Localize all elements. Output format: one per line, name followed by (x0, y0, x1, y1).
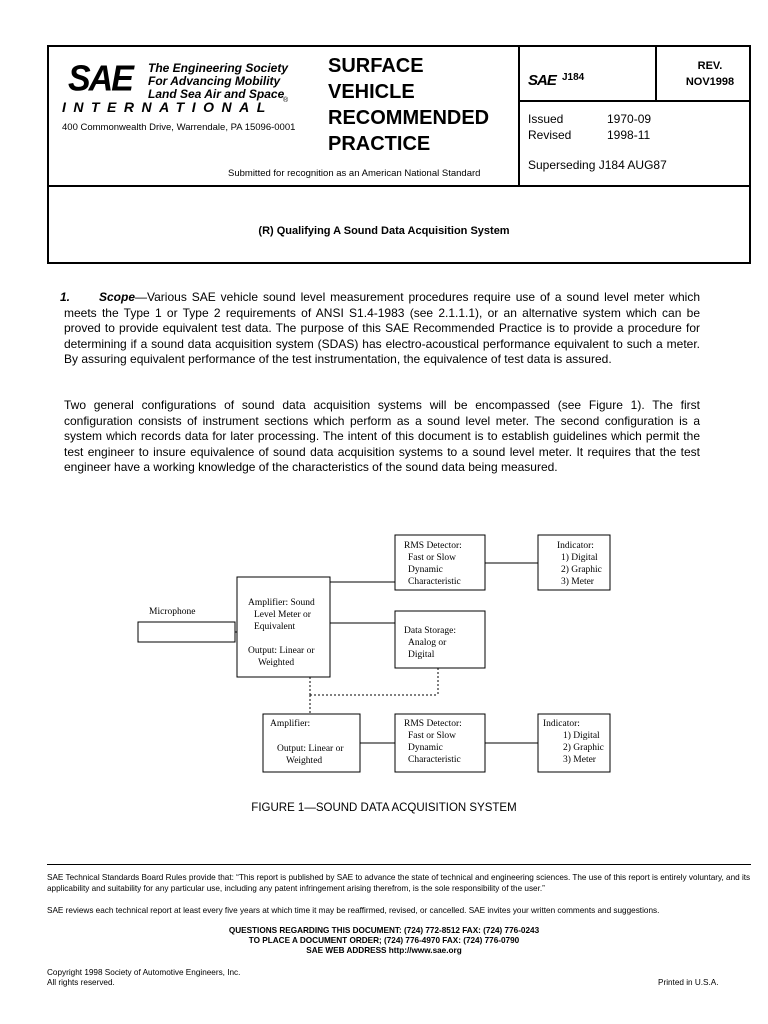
title-divider-bottom (47, 262, 751, 264)
indicator-top-line-3: 2) Graphic (561, 565, 602, 575)
dates-values (607, 111, 651, 143)
rights-line: All rights reserved. (47, 978, 115, 987)
society-line-1: The Engineering Society (148, 61, 289, 75)
rms-top-line-3: Dynamic (408, 565, 443, 575)
indicator-top-line-2: 1) Digital (561, 553, 598, 563)
indicator-bottom-line-3: 2) Graphic (563, 743, 604, 753)
header-divider-bottom (47, 185, 751, 187)
section-heading: Scope (99, 290, 136, 304)
footer-review-text: SAE reviews each technical report at least every five years at which time it may be reaffirmed, revised, or cancelled. SAE invites your written comments and suggestions. (47, 906, 660, 915)
rms-top-line-1: RMS Detector: (404, 541, 462, 551)
amplifier-top-line-3: Equivalent (254, 622, 296, 632)
document-title: (R) Qualifying A Sound Data Acquisition System (258, 225, 510, 237)
society-line-3: Land Sea Air and Space (148, 87, 285, 101)
footer-rule (47, 864, 751, 865)
dates-labels (528, 111, 571, 143)
indicator-bottom-line-2: 1) Digital (563, 731, 600, 741)
amplifier-top-line-5: Output: Linear or (248, 646, 315, 656)
microphone-box (138, 622, 235, 642)
international-label: INTERNATIONAL (62, 99, 273, 115)
indicator-top-line-1: Indicator: (557, 541, 594, 551)
doc-number: J184 (562, 72, 585, 83)
copyright-line: Copyright 1998 Society of Automotive Engineers, Inc. (47, 968, 241, 977)
questions-line: QUESTIONS REGARDING THIS DOCUMENT: (724) 772-8512 FAX: (724) 776-0243 (228, 926, 540, 935)
amplifier-top-line-2: Level Meter or (254, 610, 311, 620)
amplifier-bottom-line-4: Weighted (286, 756, 323, 766)
doc-type (328, 53, 489, 157)
submitted-note: Submitted for recognition as an American National Standard (228, 168, 481, 179)
scope-paragraph-2: Two general configurations of sound data acquisition systems will be encompassed (see Figure 1). The first configuration consists of instrument sections which perform as a sound level meter. The second configuration is a system which records data for later processing. The intent of this document is to establish guidelines which permit the test engineer to insure equivalence of sound data acquisition systems to a sound level meter. It requires that the test engineer have a working knowledge of the characteristics of the sound data being measured. (64, 398, 700, 474)
revised-value: 1998-11 (607, 128, 651, 142)
rms-bottom-line-1: RMS Detector: (404, 719, 462, 729)
rms-top-line-4: Characteristic (408, 577, 461, 587)
amplifier-bottom-line-1: Amplifier: (270, 719, 311, 729)
printed-note: Printed in U.S.A. (658, 978, 719, 987)
scope-text-1: —Various SAE vehicle sound level measurement procedures require use of a sound level meter which meets the Type 1 or Type 2 requirements of ANSI S1.4-1983 (see 2.1.1.1), or an alternative system which can be proved to provide equivalent test data. The purpose of this SAE Recommended Practice is to provide a procedure for determining if a sound data acquisition system (SDAS) has electro-acoustical performance equivalent to such a meter. By assuring equivalent performance of the test instrumentation, the equivalence of test data is assured. (64, 290, 700, 366)
footer-contact (0, 926, 768, 956)
header-divider-vertical-1 (518, 45, 520, 186)
section-number: 1. (60, 290, 71, 304)
doc-type-line-4: PRACTICE (328, 133, 431, 155)
registered-mark: ® (283, 97, 289, 104)
order-line: TO PLACE A DOCUMENT ORDER; (724) 776-4970 FAX: (724) 776-0790 (248, 936, 520, 945)
doc-type-line-2: VEHICLE (328, 81, 415, 103)
amplifier-top-line-1: Amplifier: Sound (248, 598, 315, 608)
figure-caption: FIGURE 1—SOUND DATA ACQUISITION SYSTEM (251, 802, 517, 814)
sae-logo: SAE (68, 59, 132, 99)
header-divider-horizontal (518, 100, 751, 102)
data-storage-line-2: Analog or (408, 638, 447, 648)
mini-sae-logo: SAE (528, 72, 556, 89)
indicator-top-line-4: 3) Meter (561, 577, 594, 587)
amplifier-top-line-6: Weighted (258, 658, 295, 668)
data-storage-line-3: Digital (408, 650, 435, 660)
superseding-note: Superseding J184 AUG87 (528, 158, 667, 172)
society-tagline (148, 62, 288, 101)
rms-bottom-line-3: Dynamic (408, 743, 443, 753)
address: 400 Commonwealth Drive, Warrendale, PA 15096-0001 (62, 122, 296, 133)
society-line-2: For Advancing Mobility (148, 74, 281, 88)
header-border-top (47, 45, 751, 47)
issued-label: Issued (528, 112, 564, 126)
sound-data-acquisition-diagram (120, 525, 640, 780)
doc-type-line-1: SURFACE (328, 55, 424, 77)
issued-value: 1970-09 (607, 112, 652, 126)
rms-bottom-line-2: Fast or Slow (408, 731, 457, 741)
rms-bottom-line-4: Characteristic (408, 755, 461, 765)
footer-rules-text: SAE Technical Standards Board Rules provide that: “This report is published by SAE to advance the state of technical and engineering sciences. The use of this report is entirely voluntary, and its applicability and suitability for any particular use, including any patent infringement arising therefrom, is the sole responsibility of the user.” (47, 873, 751, 893)
copyright-block (47, 968, 240, 988)
data-storage-line-1: Data Storage: (404, 626, 456, 636)
rms-top-line-2: Fast or Slow (408, 553, 457, 563)
indicator-bottom-line-1: Indicator: (543, 719, 580, 729)
revised-label: Revised (528, 128, 572, 142)
revision-box (656, 58, 764, 90)
microphone-label: Microphone (149, 607, 196, 617)
web-line: SAE WEB ADDRESS http://www.sae.org (306, 946, 462, 955)
amplifier-bottom-line-3: Output: Linear or (277, 744, 344, 754)
rev-label: REV. (697, 60, 723, 72)
indicator-bottom-line-4: 3) Meter (563, 755, 596, 765)
rev-date: NOV1998 (685, 76, 735, 88)
scope-paragraph-1 (60, 290, 700, 368)
doc-type-line-3: RECOMMENDED (328, 107, 490, 129)
